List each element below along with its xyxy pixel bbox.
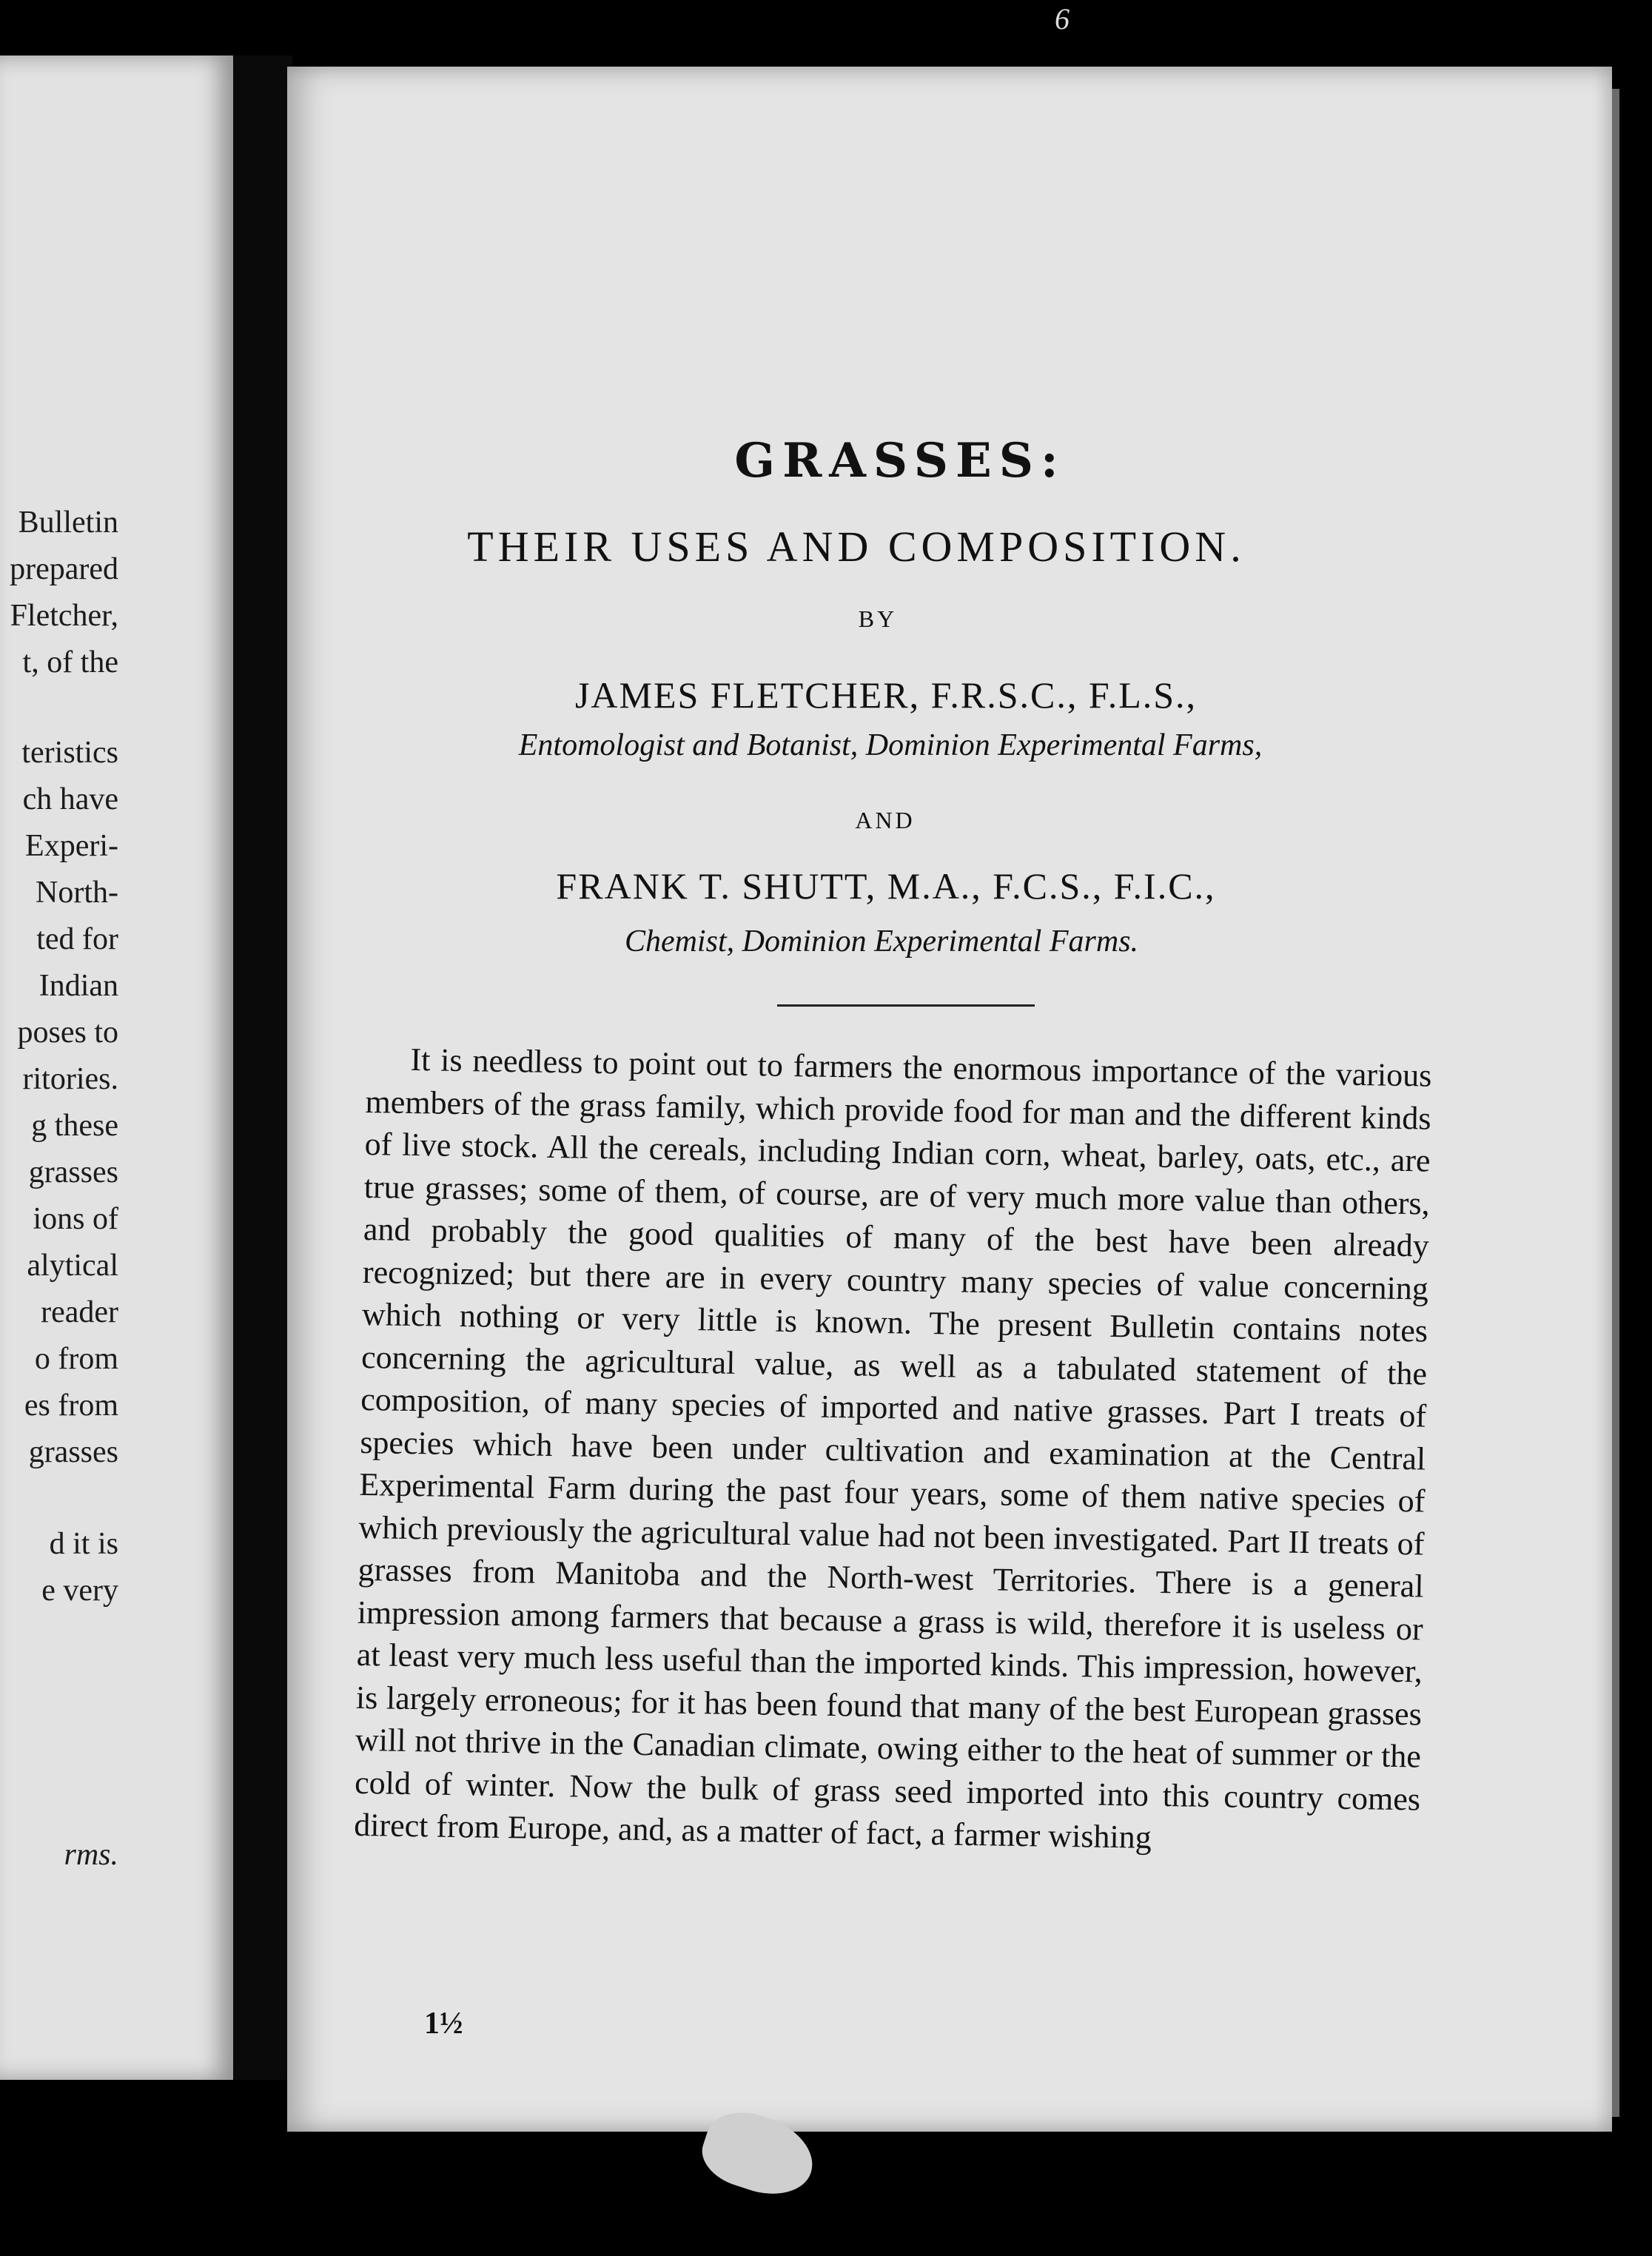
left-line: ions of bbox=[33, 1202, 118, 1236]
signature-mark: 1½ bbox=[424, 2007, 463, 2041]
left-line: poses to bbox=[17, 1015, 118, 1050]
left-line: North- bbox=[36, 876, 118, 910]
author-role: Entomologist and Botanist, Dominion Experimental Farms, bbox=[518, 728, 1263, 762]
book-gutter bbox=[233, 56, 292, 2080]
left-line: g these bbox=[31, 1109, 118, 1143]
left-line: Indian bbox=[38, 969, 118, 1003]
left-line: Bulletin bbox=[18, 506, 118, 540]
left-line: grasses bbox=[28, 1435, 118, 1469]
left-line: Experi- bbox=[25, 829, 118, 863]
left-line: reader bbox=[41, 1295, 118, 1329]
page-corner-mark: 6 bbox=[1055, 2, 1070, 36]
byline-conjunction: AND bbox=[855, 807, 916, 833]
left-line: ritories. bbox=[22, 1062, 118, 1096]
author-name: FRANK T. SHUTT, M.A., F.C.S., F.I.C., bbox=[556, 865, 1216, 907]
left-line: alytical bbox=[27, 1249, 118, 1283]
page-title: GRASSES: bbox=[734, 433, 1066, 489]
section-divider bbox=[777, 1004, 1035, 1007]
left-line: t, of the bbox=[22, 645, 118, 679]
byline-label: BY bbox=[858, 605, 898, 632]
left-line: grasses bbox=[28, 1155, 118, 1189]
left-line: rms. bbox=[64, 1838, 118, 1872]
author-name: JAMES FLETCHER, F.R.S.C., F.L.S., bbox=[574, 674, 1198, 716]
left-page bbox=[0, 56, 233, 2080]
left-line: d it is bbox=[49, 1527, 118, 1561]
author-role: Chemist, Dominion Experimental Farms. bbox=[624, 924, 1139, 959]
left-line: o from bbox=[34, 1342, 118, 1376]
left-line: Fletcher, bbox=[10, 599, 118, 633]
left-line: ted for bbox=[36, 922, 118, 956]
left-line: es from bbox=[24, 1389, 118, 1423]
left-line: e very bbox=[41, 1574, 118, 1608]
left-line: ch have bbox=[22, 782, 118, 816]
left-line: prepared bbox=[10, 552, 118, 586]
left-line: teristics bbox=[21, 736, 118, 770]
page-subtitle: THEIR USES AND COMPOSITION. bbox=[467, 523, 1246, 571]
body-paragraph: It is needless to point out to farmers the enormous importance of the various members of the grass family, which provide food for man and the different kinds of live stock. All the cereals, including Indian corn, wheat, barley, oats, etc., are true grasses; some of them, of course, are of very much more value than others, and probably the good qualities of many of the best have been already recognized; but there are in every country many species of value concerning which nothing or very little is known. The present Bulletin contains notes concerning the agricultural value, as well as a tabulated statement of the composition, of many species of imported and native grasses. Part I treats of species which have been under cultivation and examination at the Central Experimental Farm during the past four years, some of them native species of which previously the agricultural value had not been investigated. Part II treats of grasses from Manitoba and the North-west Territories. There is a general impression among farmers that because a grass is wild, therefore it is useless or at least very much less useful than the imported kinds. This impression, however, is largely erroneous; for it has been found that many of the best European grasses will not thrive in the Canadian climate, owing either to the heat of summer or the cold of winter. Now the bulk of grass seed imported into this country comes direct from Europe, and, as a matter of fact, a farmer wishing bbox=[353, 1041, 1432, 1856]
